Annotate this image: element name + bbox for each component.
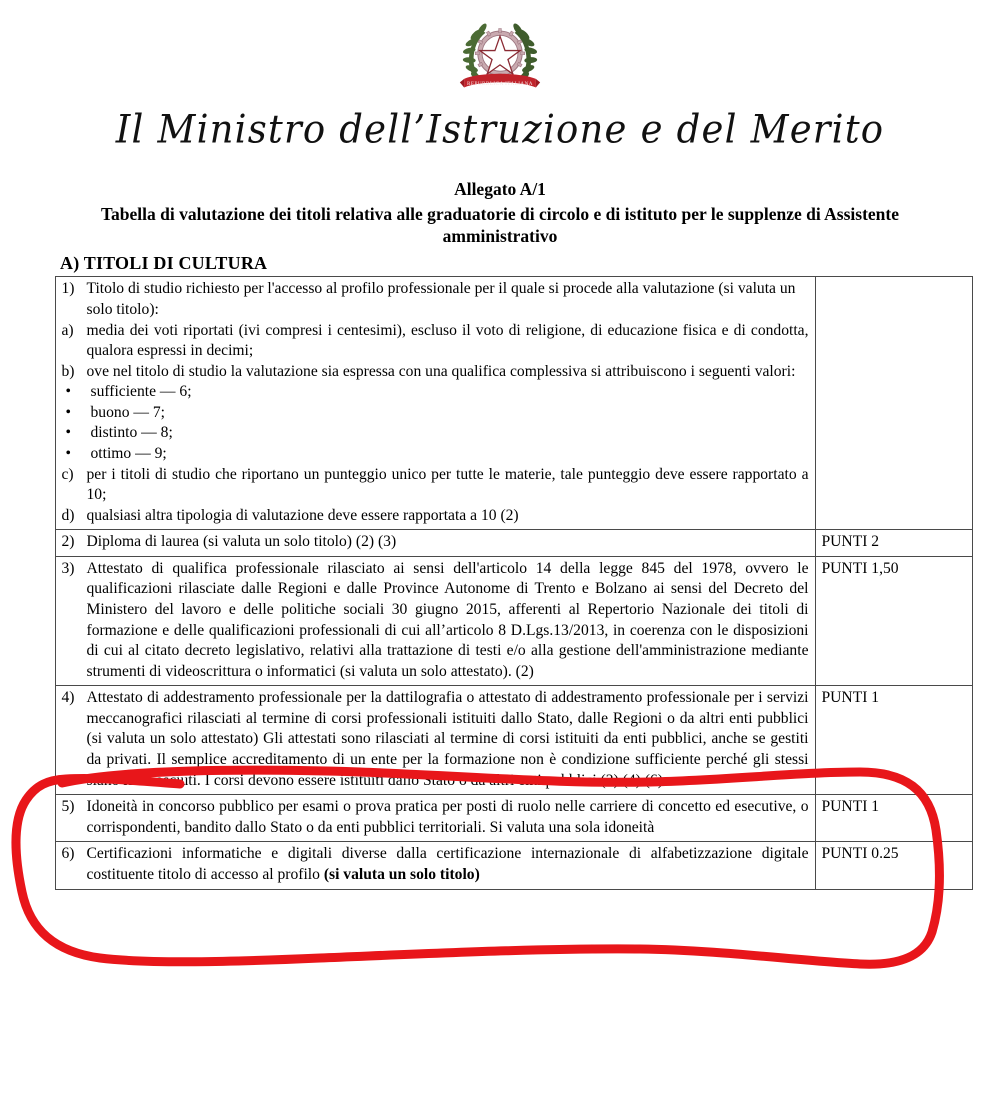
bullet-marker: •	[65, 444, 71, 462]
item-text-plain: Certificazioni informatiche e digitali diverse dalla certificazione internazionale di alfabetizzazione digitale costituente titolo di accesso al profilo	[86, 845, 809, 883]
list-item	[62, 559, 809, 682]
list-item	[62, 465, 809, 506]
item-marker: 2)	[61, 533, 75, 551]
item-marker: 3)	[61, 559, 75, 577]
item-text: qualsiasi altra tipologia di valutazione deve essere rapportata a 10 (2)	[86, 506, 519, 524]
row-description-cell	[55, 795, 815, 842]
row-description-cell	[55, 556, 815, 685]
item-text: Attestato di addestramento professionale per la dattilografia o attestato di addestramento professionale per i servizi meccanografici rilasciati al termine di corsi professionali istituiti dallo Stato, dalle Regioni o da altri enti pubblici (si valuta un solo attestato) Gli attestati sono rilasciati al termine di corsi istituiti da enti pubblici, anche se gestiti da privati. Il semplice accreditamento di un ente per la formazione non è condizione sufficiente perché gli stessi siano riconosciuti. I corsi devono essere istituiti dallo Stato o da altri enti pubblici (2) (4) (6).	[86, 689, 809, 789]
item-marker: a)	[61, 321, 74, 339]
row-description-cell	[55, 530, 815, 557]
item-marker: 4)	[61, 689, 75, 707]
table-title-line-1: Tabella di valutazione dei titoli relativa alle graduatorie di circolo e di istituto per le supplenze di	[100, 203, 821, 224]
titoli-di-cultura-table	[55, 276, 973, 889]
list-item	[62, 279, 809, 320]
item-marker: b)	[61, 362, 75, 380]
list-item	[62, 532, 809, 553]
list-item	[62, 844, 809, 885]
row-points-cell: PUNTI 1,50	[815, 556, 972, 685]
italian-republic-emblem	[457, 14, 543, 96]
row-description-cell	[55, 277, 815, 530]
list-item	[62, 423, 809, 444]
svg-text:REPUBBLICA ITALIANA: REPUBBLICA ITALIANA	[467, 81, 533, 88]
item-marker: d)	[61, 506, 75, 524]
table-row	[55, 842, 972, 889]
item-text: Attestato di qualifica professionale rilasciato ai sensi dell'articolo 14 della legge 845 del 1978, ovvero le qualificazioni rilasciate dalle Regioni e dalle Province Autonome di Trento e Bolzano ai sensi del Decreto del Ministero del lavoro e delle politiche sociali 30 giugno 2015, afferenti al Repertorio Nazionale dei titoli di formazione e delle qualificazioni professionali di cui all’articolo 8 D.Lgs.13/2013, in coerenza con le disposizioni di cui al citato decreto legislativo, relativi alla trattazione di testi e/o alla gestione dell'amministrazione mediante strumenti di videoscrittura o informatici (si valuta un solo attestato). (2)	[86, 559, 809, 680]
item-text-emphasis: (si valuta un solo titolo)	[323, 865, 480, 883]
bullet-marker: •	[65, 424, 71, 442]
table-row	[55, 530, 972, 557]
list-item	[62, 362, 809, 383]
row-points-cell	[815, 277, 972, 530]
item-marker: c)	[61, 465, 74, 483]
table-row	[55, 795, 972, 842]
row-description-cell	[55, 686, 815, 795]
row-points-cell: PUNTI 2	[815, 530, 972, 557]
emblem-container	[0, 0, 1000, 92]
item-text: media dei voti riportati (ivi compresi i centesimi), escluso il voto di religione, di educazione fisica e di condotta, qualora espressi in decimi;	[86, 321, 809, 360]
list-item	[62, 321, 809, 362]
item-marker: 6)	[61, 845, 75, 863]
table-row	[55, 686, 972, 795]
section-heading-titoli-di-cultura: A) TITOLI DI CULTURA	[60, 253, 268, 274]
item-marker: 5)	[61, 798, 75, 816]
list-item	[62, 444, 809, 465]
item-text: per i titoli di studio che riportano un punteggio unico per tutte le materie, tale punteggio deve essere rapportato a 10;	[86, 465, 809, 504]
bullet-marker: •	[65, 383, 71, 401]
list-item	[62, 382, 809, 403]
list-item	[62, 688, 809, 791]
table-title	[85, 203, 915, 248]
row-description-cell	[55, 842, 815, 889]
list-item	[62, 403, 809, 424]
table-body	[55, 277, 972, 889]
item-text: Diploma di laurea (si valuta un solo titolo) (2) (3)	[86, 533, 397, 551]
item-text: Titolo di studio richiesto per l'accesso al profilo professionale per il quale si procede alla valutazione (si valuta un solo titolo):	[86, 280, 796, 318]
table-row	[55, 277, 972, 530]
table-row	[55, 556, 972, 685]
document-titles	[0, 179, 1000, 248]
item-text: buono — 7;	[90, 403, 166, 421]
item-text	[87, 844, 809, 885]
item-text: Idoneità in concorso pubblico per esami o prova pratica per posti di ruolo nelle carriere di concetto ed esecutive, o corrispondenti, bandito dallo Stato o da enti pubblici territoriali. Si valuta una sola idoneità	[86, 798, 809, 836]
list-item	[62, 506, 809, 527]
item-text: ottimo — 9;	[90, 444, 167, 462]
titoli-table-container	[55, 276, 946, 889]
row-points-cell: PUNTI 1	[815, 686, 972, 795]
ministry-heading: Il Ministro dell’Istruzione e del Merito	[115, 106, 885, 153]
allegato-label: Allegato A/1	[454, 178, 546, 199]
item-marker: 1)	[61, 280, 75, 298]
row-points-cell: PUNTI 0.25	[815, 842, 972, 889]
item-text: distinto — 8;	[90, 424, 173, 442]
list-item	[62, 797, 809, 838]
bullet-marker: •	[65, 403, 71, 421]
row-points-cell: PUNTI 1	[815, 795, 972, 842]
table-title-line-2: Assistente amministrativo	[442, 203, 900, 246]
item-text: sufficiente — 6;	[90, 383, 192, 401]
item-text: ove nel titolo di studio la valutazione sia espressa con una qualifica complessiva si attribuiscono i seguenti valori:	[86, 362, 796, 380]
